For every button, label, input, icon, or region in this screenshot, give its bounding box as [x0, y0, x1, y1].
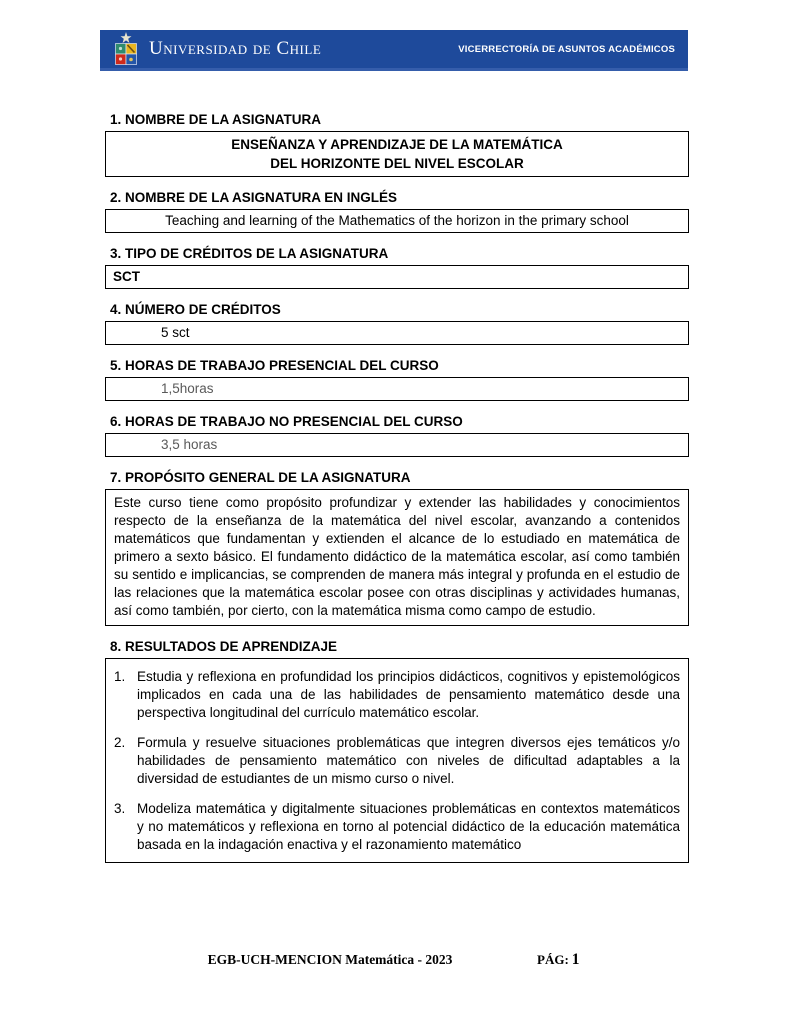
section-7-value-box [105, 489, 689, 626]
section-6-heading: 6. HORAS DE TRABAJO NO PRESENCIAL DEL CURSO [110, 414, 463, 429]
universidad-de-chile-crest-icon [113, 31, 139, 67]
page-number: 1 [571, 951, 580, 968]
course-name-line-2: DEL HORIZONTE DEL NIVEL ESCOLAR [270, 156, 524, 171]
section-2-heading: 2. NOMBRE DE LA ASIGNATURA EN INGLÉS [110, 190, 398, 205]
section-1-heading: 1. NOMBRE DE LA ASIGNATURA [110, 112, 322, 127]
learning-outcome-text: Formula y resuelve situaciones problemáticas que integren diversos ejes temáticos y/o habilidades de pensamiento matemático con niveles de dificultad adaptables a la diversidad de estudiantes de un mismo curso o nivel. [137, 735, 680, 786]
footer-page-indicator [537, 951, 580, 969]
footer-document-code: EGB-UCH-MENCION Matemática - 2023 [207, 952, 453, 967]
section-4-value-box [105, 321, 689, 345]
learning-outcome-number: 2. [114, 735, 126, 750]
learning-outcome-number: 3. [114, 801, 126, 816]
learning-outcome-item [114, 668, 680, 722]
learning-outcome-item [114, 800, 680, 854]
learning-outcome-text: Estudia y reflexiona en profundidad los principios didácticos, cognitivos y epistemológicos implicados en cada una de las habilidades de pensamiento matemático desde una perspectiva longitudinal del currículo matemático escolar. [137, 669, 680, 720]
page-label: PÁG: [537, 952, 569, 967]
learning-outcome-text: Modeliza matemática y digitalmente situaciones problemáticas en contextos matemáticos y no matemáticos y reflexiona en torno al potencial didáctico de la educación matemática basada en la indagación enactiva y el razonamiento matemático [137, 801, 680, 852]
section-5-value-box [105, 377, 689, 401]
course-name-line-1: ENSEÑANZA Y APRENDIZAJE DE LA MATEMÁTICA [231, 137, 563, 152]
section-8-heading: 8. RESULTADOS DE APRENDIZAJE [110, 639, 338, 654]
course-name-english: Teaching and learning of the Mathematics of the horizon in the primary school [165, 213, 629, 228]
university-name: Universidad de Chile [149, 38, 322, 59]
learning-outcome-number: 1. [114, 669, 126, 684]
section-6-value-box [105, 433, 689, 457]
section-8-value-box [105, 658, 689, 863]
form-sections [105, 105, 689, 863]
section-7-heading: 7. PROPÓSITO GENERAL DE LA ASIGNATURA [110, 470, 411, 485]
header-banner [100, 30, 688, 71]
credit-type-value: SCT [113, 269, 140, 284]
section-1-value-box [105, 131, 689, 177]
section-4-heading: 4. NÚMERO DE CRÉDITOS [110, 302, 281, 317]
section-3-value-box [105, 265, 689, 289]
credit-count-value: 5 sct [161, 325, 190, 340]
learning-outcome-item [114, 734, 680, 788]
section-5-heading: 5. HORAS DE TRABAJO PRESENCIAL DEL CURSO [110, 358, 439, 373]
header-office-title: VICERRECTORÍA DE ASUNTOS ACADÉMICOS [458, 43, 675, 55]
section-3-heading: 3. TIPO DE CRÉDITOS DE LA ASIGNATURA [110, 246, 389, 261]
non-in-person-hours-value: 3,5 horas [161, 437, 218, 452]
course-purpose-text: Este curso tiene como propósito profundizar y extender las habilidades y conocimientos respecto de la enseñanza de la matemática del nivel escolar, avanzando a contenidos matemáticos que fundamentan y extienden el alcance de lo estudiado en matemática de primero a sexto básico. El fundamento didáctico de la matemática escolar, así como también su sentido e implicancias, se comprenden de manera más integral y profunda en el estudio de las relaciones que la matemática escolar posee con otras disciplinas y actividades humanas, así como también, por cierto, con la matemática misma como campo de estudio. [114, 495, 680, 618]
in-person-hours-value: 1,5horas [161, 381, 214, 396]
section-2-value-box [105, 209, 689, 233]
